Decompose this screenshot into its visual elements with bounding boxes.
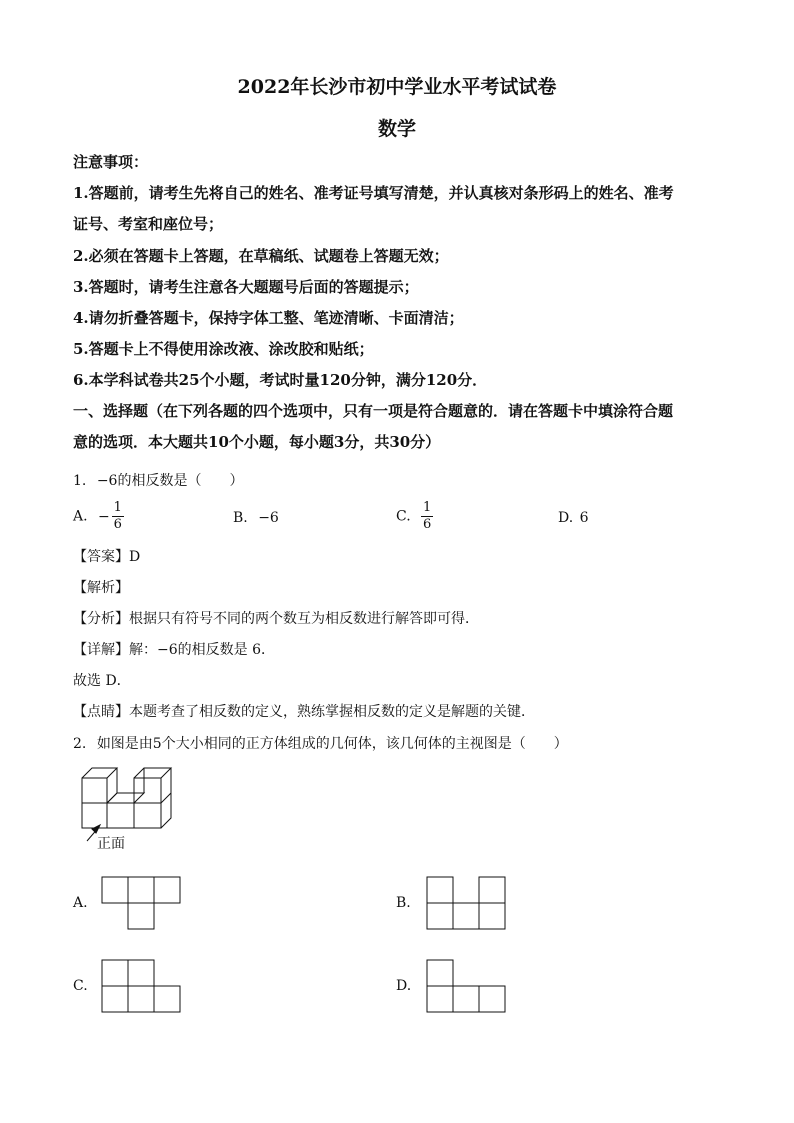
dianjing-line xyxy=(73,701,535,721)
section-heading-line-2: 意的选项．本大题共10个小题，每小题3分，共30分） xyxy=(73,433,441,451)
fenxi-text: 根据只有符号不同的两个数互为相反数进行解答即可得． xyxy=(129,611,479,627)
option-label: D. xyxy=(558,510,574,526)
option-value: −6 xyxy=(258,510,279,526)
front-label: 正面 xyxy=(97,836,125,852)
page-title: 2022年长沙市初中学业水平考试试卷 xyxy=(237,76,557,98)
question-number: 1. xyxy=(73,473,87,489)
answer-value: D xyxy=(129,549,141,565)
question-text: 如图是由5个大小相同的正方体组成的几何体，该几何体的主视图是（ ） xyxy=(96,736,568,752)
xiangjie-line xyxy=(73,639,275,659)
xiangjie-tag: 【详解】 xyxy=(73,642,129,658)
option-sign: − xyxy=(98,508,110,525)
question-2 xyxy=(73,733,568,753)
fraction-denominator: 6 xyxy=(422,517,432,532)
option-b-figure xyxy=(426,876,510,932)
question-text: 的相反数是（ ） xyxy=(117,473,244,489)
notice-line-5: 5.答题卡上不得使用涂改液、涂改胶和贴纸； xyxy=(73,340,374,358)
notice-line-2: 2.必须在答题卡上答题，在草稿纸、试题卷上答题无效； xyxy=(73,247,449,265)
conclusion-line: 故选 D． xyxy=(73,673,131,689)
fenxi-line xyxy=(73,608,479,628)
fraction-denominator: 6 xyxy=(113,517,122,532)
solid-figure xyxy=(75,763,185,843)
option-a-label: A. xyxy=(73,895,88,911)
option-a xyxy=(73,500,126,533)
question-number: 2. xyxy=(73,736,87,752)
notice-heading: 注意事项： xyxy=(73,153,149,171)
option-d-figure xyxy=(426,959,510,1015)
option-d xyxy=(558,510,589,526)
option-fraction xyxy=(421,500,433,533)
fenxi-tag: 【分析】 xyxy=(73,611,129,627)
option-d-label: D. xyxy=(396,978,412,994)
notice-line-1b: 证号、考室和座位号； xyxy=(73,215,224,233)
notice-line-3: 3.答题时，请考生注意各大题题号后面的答题提示； xyxy=(73,278,419,296)
section-heading-line-1: 一、选择题（在下列各题的四个选项中，只有一项是符合题意的．请在答题卡中填涂符合题 xyxy=(73,402,674,420)
option-fraction xyxy=(112,500,124,533)
dianjing-tag: 【点睛】 xyxy=(73,704,129,720)
option-b xyxy=(233,510,279,526)
option-c-label: C. xyxy=(73,978,88,994)
notice-line-6: 6.本学科试卷共25个小题，考试时量120分钟，满分120分． xyxy=(73,371,488,389)
option-value: 6 xyxy=(579,510,589,526)
option-a-figure xyxy=(101,876,185,932)
option-b-label: B. xyxy=(396,895,411,911)
analysis-tag: 【解析】 xyxy=(73,580,129,596)
answer-tag: 【答案】 xyxy=(73,549,129,565)
notice-line-4: 4.请勿折叠答题卡，保持字体工整、笔迹清晰、卡面清洁； xyxy=(73,309,464,327)
fraction-numerator: 1 xyxy=(422,500,432,515)
option-c xyxy=(396,500,435,533)
subject-title: 数学 xyxy=(377,118,416,140)
answer-line xyxy=(73,546,140,566)
option-label: B. xyxy=(233,510,248,526)
notice-line-1a: 1.答题前，请考生先将自己的姓名、准考证号填写清楚，并认真核对条形码上的姓名、准考 xyxy=(73,184,674,202)
option-label: C. xyxy=(396,508,411,525)
dianjing-text: 本题考查了相反数的定义，熟练掌握相反数的定义是解题的关键． xyxy=(129,704,535,720)
option-c-figure xyxy=(101,959,185,1015)
fraction-numerator: 1 xyxy=(113,500,122,515)
option-label: A. xyxy=(73,508,88,525)
xiangjie-text: 解：−6的相反数是 6． xyxy=(129,642,275,658)
question-1 xyxy=(73,470,243,490)
question-expression: −6 xyxy=(96,473,118,489)
